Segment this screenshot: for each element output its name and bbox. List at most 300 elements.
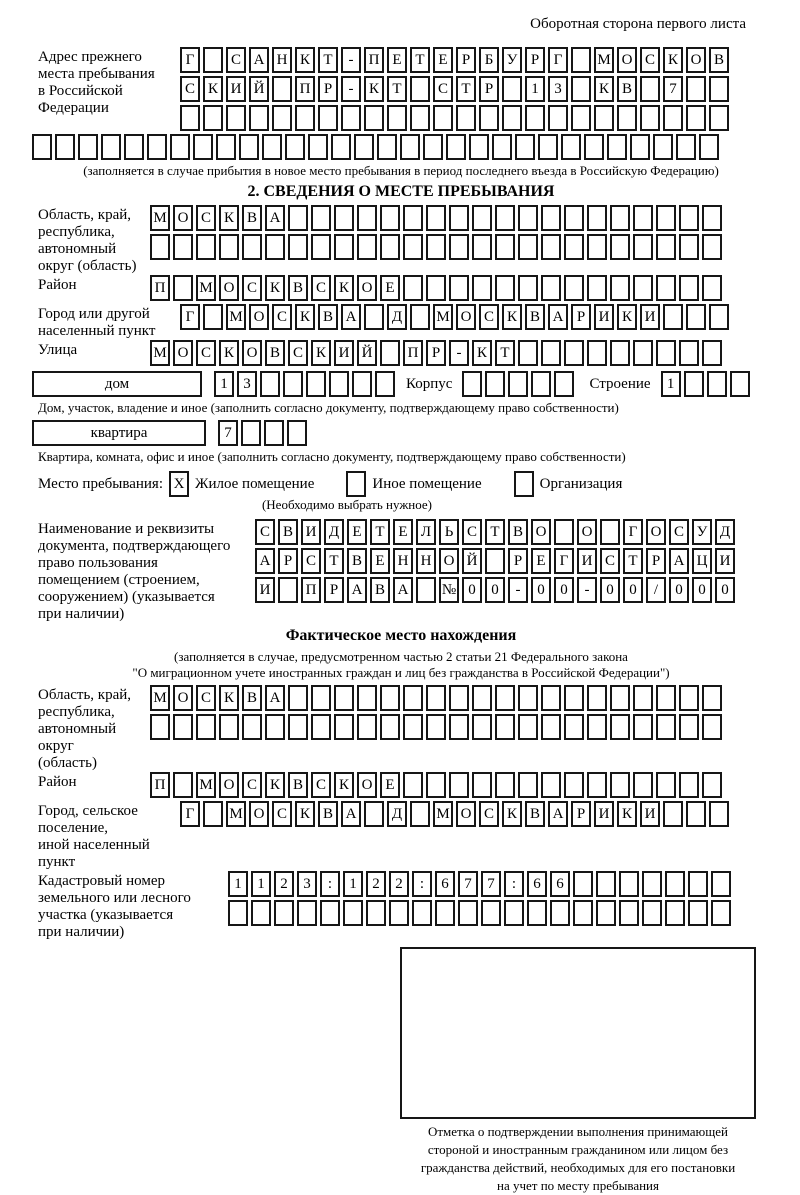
char-box[interactable] <box>334 234 354 260</box>
char-box[interactable] <box>426 772 446 798</box>
char-box[interactable] <box>656 772 676 798</box>
char-box[interactable] <box>633 340 653 366</box>
char-box[interactable] <box>403 234 423 260</box>
char-box[interactable] <box>426 234 446 260</box>
char-box[interactable]: А <box>265 685 285 711</box>
char-box[interactable] <box>239 134 259 160</box>
char-box[interactable] <box>531 371 551 397</box>
char-box[interactable] <box>699 134 719 160</box>
char-box[interactable]: Р <box>324 577 344 603</box>
char-box[interactable] <box>518 714 538 740</box>
char-box[interactable] <box>375 371 395 397</box>
char-box[interactable] <box>587 275 607 301</box>
char-box[interactable]: 6 <box>550 871 570 897</box>
char-box[interactable]: : <box>504 871 524 897</box>
char-box[interactable]: Р <box>278 548 298 574</box>
char-box[interactable]: Т <box>318 47 338 73</box>
char-box[interactable]: К <box>265 772 285 798</box>
char-box[interactable]: А <box>249 47 269 73</box>
char-box[interactable] <box>469 134 489 160</box>
char-box[interactable]: О <box>249 801 269 827</box>
char-box[interactable]: М <box>150 205 170 231</box>
char-box[interactable]: 7 <box>218 420 238 446</box>
char-box[interactable]: - <box>341 47 361 73</box>
char-box[interactable] <box>426 714 446 740</box>
char-box[interactable] <box>619 871 639 897</box>
char-box[interactable] <box>564 685 584 711</box>
char-box[interactable]: 2 <box>389 871 409 897</box>
char-box[interactable] <box>610 340 630 366</box>
char-box[interactable] <box>449 234 469 260</box>
char-box[interactable]: Д <box>387 801 407 827</box>
char-box[interactable]: М <box>196 772 216 798</box>
char-box[interactable] <box>587 205 607 231</box>
char-box[interactable]: С <box>462 519 482 545</box>
char-box[interactable]: О <box>617 47 637 73</box>
char-box[interactable]: 0 <box>485 577 505 603</box>
char-box[interactable] <box>265 234 285 260</box>
char-box[interactable]: И <box>640 801 660 827</box>
char-box[interactable]: К <box>311 340 331 366</box>
char-box[interactable] <box>334 685 354 711</box>
char-box[interactable]: М <box>226 304 246 330</box>
char-box[interactable]: П <box>295 76 315 102</box>
char-box[interactable]: Н <box>416 548 436 574</box>
char-box[interactable] <box>607 134 627 160</box>
char-box[interactable]: О <box>219 772 239 798</box>
char-box[interactable] <box>481 900 501 926</box>
char-box[interactable]: У <box>692 519 712 545</box>
char-box[interactable]: С <box>196 685 216 711</box>
char-box[interactable]: И <box>301 519 321 545</box>
char-box[interactable]: Е <box>380 275 400 301</box>
char-box[interactable] <box>679 275 699 301</box>
char-box[interactable]: Т <box>387 76 407 102</box>
char-box[interactable]: Й <box>462 548 482 574</box>
char-box[interactable] <box>380 234 400 260</box>
char-box[interactable] <box>688 871 708 897</box>
char-box[interactable] <box>554 371 574 397</box>
char-box[interactable]: А <box>265 205 285 231</box>
char-box[interactable]: Н <box>272 47 292 73</box>
char-box[interactable]: А <box>548 304 568 330</box>
char-box[interactable]: Р <box>426 340 446 366</box>
char-box[interactable]: С <box>600 548 620 574</box>
char-box[interactable]: М <box>433 801 453 827</box>
char-box[interactable] <box>679 714 699 740</box>
char-box[interactable]: И <box>594 801 614 827</box>
char-box[interactable]: В <box>318 304 338 330</box>
char-box[interactable] <box>412 900 432 926</box>
char-box[interactable]: О <box>357 772 377 798</box>
char-box[interactable] <box>573 871 593 897</box>
char-box[interactable] <box>633 685 653 711</box>
char-box[interactable] <box>642 871 662 897</box>
char-box[interactable]: В <box>525 304 545 330</box>
char-box[interactable] <box>193 134 213 160</box>
char-box[interactable] <box>170 134 190 160</box>
char-box[interactable] <box>630 134 650 160</box>
char-box[interactable] <box>504 900 524 926</box>
char-box[interactable]: Р <box>479 76 499 102</box>
char-box[interactable] <box>640 105 660 131</box>
char-box[interactable]: С <box>180 76 200 102</box>
char-box[interactable]: А <box>341 304 361 330</box>
char-box[interactable]: Т <box>485 519 505 545</box>
char-box[interactable] <box>610 275 630 301</box>
char-box[interactable]: Т <box>623 548 643 574</box>
char-box[interactable]: 7 <box>458 871 478 897</box>
char-box[interactable] <box>410 801 430 827</box>
char-box[interactable]: Й <box>249 76 269 102</box>
char-box[interactable]: К <box>203 76 223 102</box>
char-box[interactable] <box>203 304 223 330</box>
char-box[interactable]: П <box>403 340 423 366</box>
char-box[interactable] <box>311 685 331 711</box>
char-box[interactable] <box>640 76 660 102</box>
char-box[interactable] <box>449 772 469 798</box>
char-box[interactable] <box>462 371 482 397</box>
char-box[interactable] <box>410 105 430 131</box>
char-box[interactable] <box>458 900 478 926</box>
char-box[interactable]: Ц <box>692 548 712 574</box>
char-box[interactable] <box>686 304 706 330</box>
char-box[interactable] <box>548 105 568 131</box>
char-box[interactable]: С <box>640 47 660 73</box>
char-box[interactable]: / <box>646 577 666 603</box>
char-box[interactable] <box>329 371 349 397</box>
char-box[interactable] <box>403 714 423 740</box>
char-box[interactable]: К <box>502 801 522 827</box>
char-box[interactable] <box>485 548 505 574</box>
char-box[interactable] <box>541 205 561 231</box>
char-box[interactable]: К <box>617 304 637 330</box>
char-box[interactable] <box>711 871 731 897</box>
char-box[interactable] <box>180 105 200 131</box>
char-box[interactable]: В <box>242 205 262 231</box>
char-box[interactable]: К <box>265 275 285 301</box>
char-box[interactable] <box>518 275 538 301</box>
char-box[interactable]: Д <box>387 304 407 330</box>
char-box[interactable] <box>656 205 676 231</box>
char-box[interactable] <box>508 371 528 397</box>
char-box[interactable]: Е <box>433 47 453 73</box>
char-box[interactable] <box>653 134 673 160</box>
char-box[interactable] <box>283 371 303 397</box>
char-box[interactable] <box>446 134 466 160</box>
char-box[interactable] <box>331 134 351 160</box>
char-box[interactable]: С <box>255 519 275 545</box>
char-box[interactable]: В <box>278 519 298 545</box>
char-box[interactable] <box>196 714 216 740</box>
char-box[interactable]: Г <box>180 47 200 73</box>
char-box[interactable] <box>357 205 377 231</box>
char-box[interactable] <box>688 900 708 926</box>
char-box[interactable] <box>320 900 340 926</box>
char-box[interactable] <box>686 801 706 827</box>
char-box[interactable] <box>663 304 683 330</box>
char-box[interactable] <box>203 105 223 131</box>
char-box[interactable] <box>642 900 662 926</box>
char-box[interactable]: А <box>669 548 689 574</box>
char-box[interactable] <box>633 772 653 798</box>
char-box[interactable] <box>403 275 423 301</box>
char-box[interactable] <box>518 685 538 711</box>
char-box[interactable] <box>352 371 372 397</box>
char-box[interactable] <box>472 275 492 301</box>
char-box[interactable] <box>656 685 676 711</box>
char-box[interactable]: К <box>295 801 315 827</box>
char-box[interactable]: О <box>531 519 551 545</box>
char-box[interactable] <box>387 105 407 131</box>
char-box[interactable]: Ь <box>439 519 459 545</box>
char-box[interactable]: И <box>715 548 735 574</box>
char-box[interactable]: Р <box>571 801 591 827</box>
char-box[interactable] <box>679 685 699 711</box>
char-box[interactable] <box>228 900 248 926</box>
checkbox-other-premises[interactable] <box>346 471 366 497</box>
char-box[interactable] <box>55 134 75 160</box>
char-box[interactable] <box>564 772 584 798</box>
char-box[interactable] <box>472 772 492 798</box>
char-box[interactable] <box>426 685 446 711</box>
char-box[interactable] <box>596 871 616 897</box>
char-box[interactable] <box>318 105 338 131</box>
char-box[interactable] <box>311 234 331 260</box>
char-box[interactable] <box>541 714 561 740</box>
char-box[interactable]: Е <box>347 519 367 545</box>
char-box[interactable]: С <box>242 772 262 798</box>
char-box[interactable]: С <box>272 304 292 330</box>
char-box[interactable] <box>265 714 285 740</box>
char-box[interactable]: С <box>272 801 292 827</box>
char-box[interactable]: О <box>686 47 706 73</box>
char-box[interactable] <box>124 134 144 160</box>
char-box[interactable]: О <box>456 801 476 827</box>
char-box[interactable]: С <box>433 76 453 102</box>
char-box[interactable] <box>709 105 729 131</box>
char-box[interactable]: О <box>219 275 239 301</box>
char-box[interactable] <box>686 76 706 102</box>
char-box[interactable] <box>711 900 731 926</box>
char-box[interactable] <box>492 134 512 160</box>
char-box[interactable]: Л <box>416 519 436 545</box>
char-box[interactable]: 0 <box>623 577 643 603</box>
char-box[interactable]: Е <box>393 519 413 545</box>
char-box[interactable] <box>702 772 722 798</box>
char-box[interactable]: 7 <box>481 871 501 897</box>
char-box[interactable]: К <box>502 304 522 330</box>
char-box[interactable]: Т <box>410 47 430 73</box>
char-box[interactable]: О <box>577 519 597 545</box>
char-box[interactable] <box>684 371 704 397</box>
char-box[interactable] <box>663 105 683 131</box>
char-box[interactable]: Н <box>393 548 413 574</box>
char-box[interactable] <box>702 205 722 231</box>
char-box[interactable] <box>433 105 453 131</box>
char-box[interactable] <box>173 714 193 740</box>
char-box[interactable]: О <box>439 548 459 574</box>
char-box[interactable] <box>633 205 653 231</box>
char-box[interactable]: О <box>646 519 666 545</box>
char-box[interactable]: Е <box>387 47 407 73</box>
char-box[interactable]: М <box>196 275 216 301</box>
char-box[interactable]: 6 <box>527 871 547 897</box>
char-box[interactable]: Е <box>370 548 390 574</box>
char-box[interactable] <box>495 234 515 260</box>
char-box[interactable]: С <box>301 548 321 574</box>
char-box[interactable] <box>343 900 363 926</box>
char-box[interactable] <box>173 772 193 798</box>
char-box[interactable] <box>525 105 545 131</box>
char-box[interactable] <box>541 275 561 301</box>
char-box[interactable] <box>366 900 386 926</box>
char-box[interactable] <box>656 275 676 301</box>
char-box[interactable] <box>587 714 607 740</box>
char-box[interactable] <box>216 134 236 160</box>
checkbox-organization[interactable] <box>514 471 534 497</box>
char-box[interactable] <box>587 234 607 260</box>
char-box[interactable] <box>426 275 446 301</box>
char-box[interactable] <box>502 105 522 131</box>
char-box[interactable] <box>554 519 574 545</box>
char-box[interactable] <box>380 205 400 231</box>
char-box[interactable] <box>449 205 469 231</box>
char-box[interactable] <box>219 234 239 260</box>
char-box[interactable]: Т <box>370 519 390 545</box>
char-box[interactable] <box>495 772 515 798</box>
char-box[interactable]: В <box>709 47 729 73</box>
char-box[interactable] <box>709 801 729 827</box>
char-box[interactable]: 3 <box>237 371 257 397</box>
char-box[interactable] <box>242 234 262 260</box>
char-box[interactable] <box>656 234 676 260</box>
char-box[interactable]: Р <box>456 47 476 73</box>
char-box[interactable] <box>334 714 354 740</box>
char-box[interactable]: В <box>525 801 545 827</box>
char-box[interactable] <box>380 714 400 740</box>
char-box[interactable] <box>354 134 374 160</box>
char-box[interactable] <box>426 205 446 231</box>
char-box[interactable]: С <box>242 275 262 301</box>
char-box[interactable]: И <box>226 76 246 102</box>
char-box[interactable] <box>679 234 699 260</box>
char-box[interactable]: С <box>226 47 246 73</box>
char-box[interactable]: Р <box>571 304 591 330</box>
char-box[interactable]: П <box>301 577 321 603</box>
char-box[interactable] <box>665 871 685 897</box>
char-box[interactable] <box>32 134 52 160</box>
char-box[interactable]: 6 <box>435 871 455 897</box>
char-box[interactable] <box>619 900 639 926</box>
char-box[interactable]: Д <box>715 519 735 545</box>
char-box[interactable]: Р <box>508 548 528 574</box>
char-box[interactable]: 0 <box>462 577 482 603</box>
char-box[interactable]: 1 <box>214 371 234 397</box>
char-box[interactable]: И <box>594 304 614 330</box>
char-box[interactable] <box>587 772 607 798</box>
char-box[interactable] <box>403 772 423 798</box>
char-box[interactable] <box>264 420 284 446</box>
char-box[interactable]: В <box>242 685 262 711</box>
char-box[interactable]: 0 <box>600 577 620 603</box>
char-box[interactable]: Б <box>479 47 499 73</box>
char-box[interactable]: В <box>370 577 390 603</box>
char-box[interactable] <box>600 519 620 545</box>
char-box[interactable] <box>571 76 591 102</box>
char-box[interactable] <box>518 772 538 798</box>
char-box[interactable] <box>334 205 354 231</box>
char-box[interactable]: С <box>311 275 331 301</box>
char-box[interactable]: Г <box>180 304 200 330</box>
char-box[interactable]: О <box>456 304 476 330</box>
char-box[interactable] <box>78 134 98 160</box>
char-box[interactable] <box>550 900 570 926</box>
char-box[interactable] <box>196 234 216 260</box>
char-box[interactable]: 2 <box>366 871 386 897</box>
char-box[interactable]: 1 <box>228 871 248 897</box>
char-box[interactable]: С <box>669 519 689 545</box>
char-box[interactable] <box>541 685 561 711</box>
char-box[interactable] <box>341 105 361 131</box>
char-box[interactable]: В <box>508 519 528 545</box>
char-box[interactable] <box>730 371 750 397</box>
char-box[interactable] <box>435 900 455 926</box>
char-box[interactable]: 0 <box>554 577 574 603</box>
char-box[interactable] <box>173 275 193 301</box>
char-box[interactable]: М <box>226 801 246 827</box>
char-box[interactable]: В <box>318 801 338 827</box>
char-box[interactable] <box>380 685 400 711</box>
char-box[interactable]: Е <box>380 772 400 798</box>
char-box[interactable]: И <box>640 304 660 330</box>
char-box[interactable] <box>226 105 246 131</box>
char-box[interactable] <box>679 205 699 231</box>
char-box[interactable]: Г <box>623 519 643 545</box>
char-box[interactable] <box>633 275 653 301</box>
char-box[interactable] <box>472 205 492 231</box>
char-box[interactable]: Т <box>456 76 476 102</box>
char-box[interactable] <box>147 134 167 160</box>
char-box[interactable] <box>564 275 584 301</box>
char-box[interactable] <box>285 134 305 160</box>
char-box[interactable]: Г <box>548 47 568 73</box>
char-box[interactable]: Р <box>646 548 666 574</box>
char-box[interactable] <box>702 275 722 301</box>
char-box[interactable] <box>495 205 515 231</box>
char-box[interactable] <box>564 714 584 740</box>
char-box[interactable] <box>617 105 637 131</box>
char-box[interactable]: 7 <box>663 76 683 102</box>
char-box[interactable] <box>610 714 630 740</box>
char-box[interactable] <box>274 900 294 926</box>
char-box[interactable] <box>561 134 581 160</box>
char-box[interactable]: О <box>173 340 193 366</box>
char-box[interactable] <box>610 205 630 231</box>
char-box[interactable]: № <box>439 577 459 603</box>
char-box[interactable]: С <box>196 340 216 366</box>
char-box[interactable]: В <box>617 76 637 102</box>
char-box[interactable]: А <box>255 548 275 574</box>
char-box[interactable]: А <box>548 801 568 827</box>
char-box[interactable]: В <box>265 340 285 366</box>
char-box[interactable]: Г <box>554 548 574 574</box>
char-box[interactable]: К <box>219 685 239 711</box>
char-box[interactable] <box>596 900 616 926</box>
char-box[interactable] <box>288 685 308 711</box>
char-box[interactable] <box>272 105 292 131</box>
char-box[interactable]: В <box>288 275 308 301</box>
